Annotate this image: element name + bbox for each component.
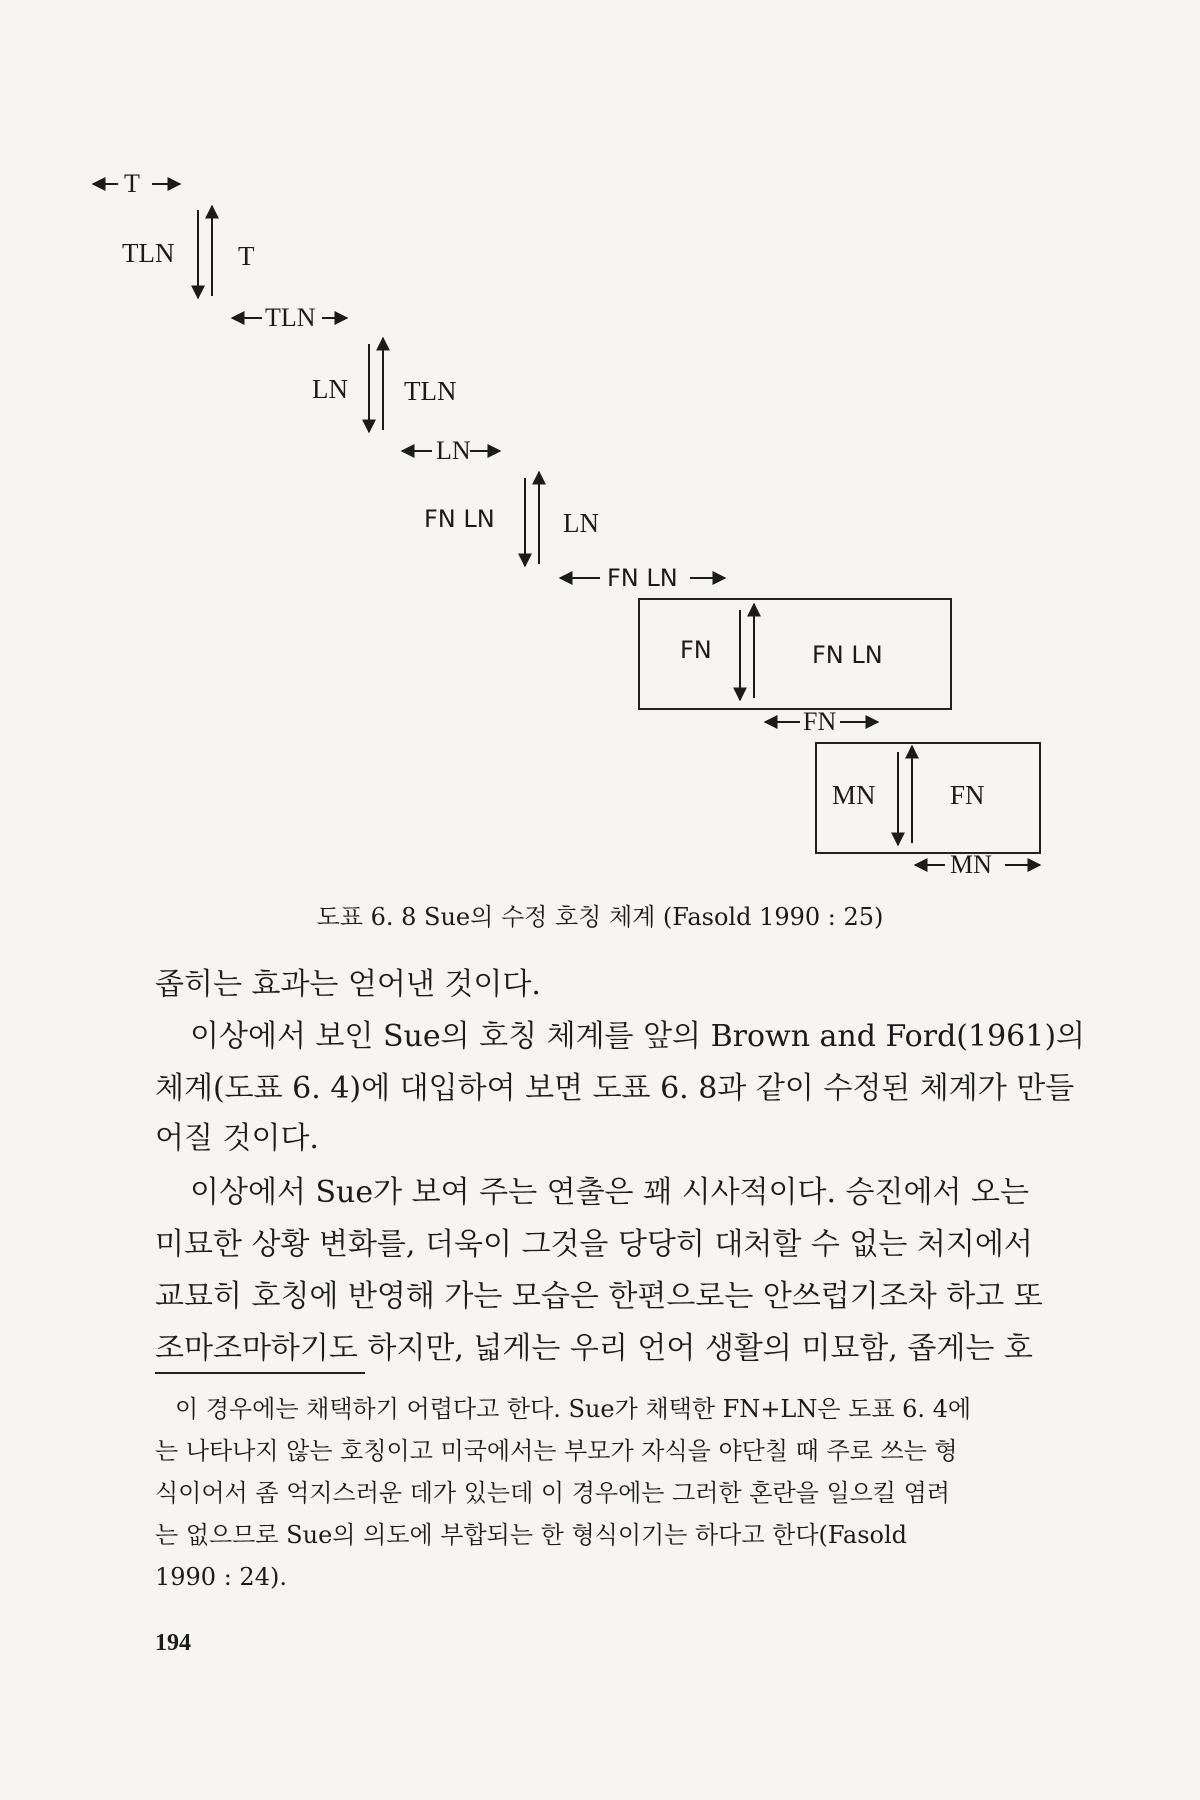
body-line: 미묘한 상황 변화를, 더욱이 그것을 당당히 대처할 수 없는 처지에서 xyxy=(155,1227,1033,1262)
body-line: 체계(도표 6. 4)에 대입하여 보면 도표 6. 8과 같이 수정된 체계가 만들 xyxy=(155,1071,1075,1106)
body-line: 이상에서 Sue가 보여 주는 연출은 꽤 시사적이다. 승진에서 오는 xyxy=(190,1175,1029,1210)
footnote-line: 는 나타나지 않는 호칭이고 미국에서는 부모가 자식을 야단칠 때 주로 쓰는 형 xyxy=(155,1437,958,1465)
figure-caption: 도표 6. 8 Sue의 수정 호칭 체계 (Fasold 1990 : 25) xyxy=(316,903,884,931)
down-label-ln: LN xyxy=(312,374,348,404)
page-number: 194 xyxy=(155,1630,191,1656)
up-label-fn: FN xyxy=(950,780,985,810)
footnote-line: 는 없으므로 Sue의 의도에 부합되는 한 형식이기는 하다고 한다(Fasold xyxy=(155,1521,908,1549)
span-label-ln: LN xyxy=(436,436,471,465)
span-label-mn: MN xyxy=(950,850,992,879)
down-label-fn-ln: FN LN xyxy=(424,505,495,533)
body-line: 이상에서 보인 Sue의 호칭 체계를 앞의 Brown and Ford(1961)의 xyxy=(190,1019,1086,1054)
body-line: 조마조마하기도 하지만, 넓게는 우리 언어 생활의 미묘함, 좁게는 호 xyxy=(155,1331,1033,1366)
footnote-line: 식이어서 좀 억지스러운 데가 있는데 이 경우에는 그러한 혼란을 일으킬 염려 xyxy=(155,1479,950,1507)
down-label-fn: FN xyxy=(680,636,712,664)
body-line: 좁히는 효과는 얻어낸 것이다. xyxy=(155,967,541,1002)
down-label-mn: MN xyxy=(832,780,876,810)
footnote-divider xyxy=(155,1372,365,1374)
span-label-tln: TLN xyxy=(265,303,316,332)
up-label-t: T xyxy=(238,241,255,271)
span-label-fn-ln: FN LN xyxy=(607,564,678,592)
body-line: 교묘히 호칭에 반영해 가는 모습은 한편으로는 안쓰럽기조차 하고 또 xyxy=(155,1279,1043,1314)
footnote-line: 1990 : 24). xyxy=(155,1563,287,1591)
span-label-t: T xyxy=(124,169,140,198)
down-label-tln: TLN xyxy=(122,238,175,268)
up-label-fn-ln: FN LN xyxy=(812,641,883,669)
up-label-ln: LN xyxy=(563,508,599,538)
body-line: 어질 것이다. xyxy=(155,1121,319,1156)
span-label-fn: FN xyxy=(803,707,837,736)
footnote-line: 이 경우에는 채택하기 어렵다고 한다. Sue가 채택한 FN+LN은 도표 6. 4에 xyxy=(175,1395,972,1423)
up-label-tln: TLN xyxy=(404,376,457,406)
